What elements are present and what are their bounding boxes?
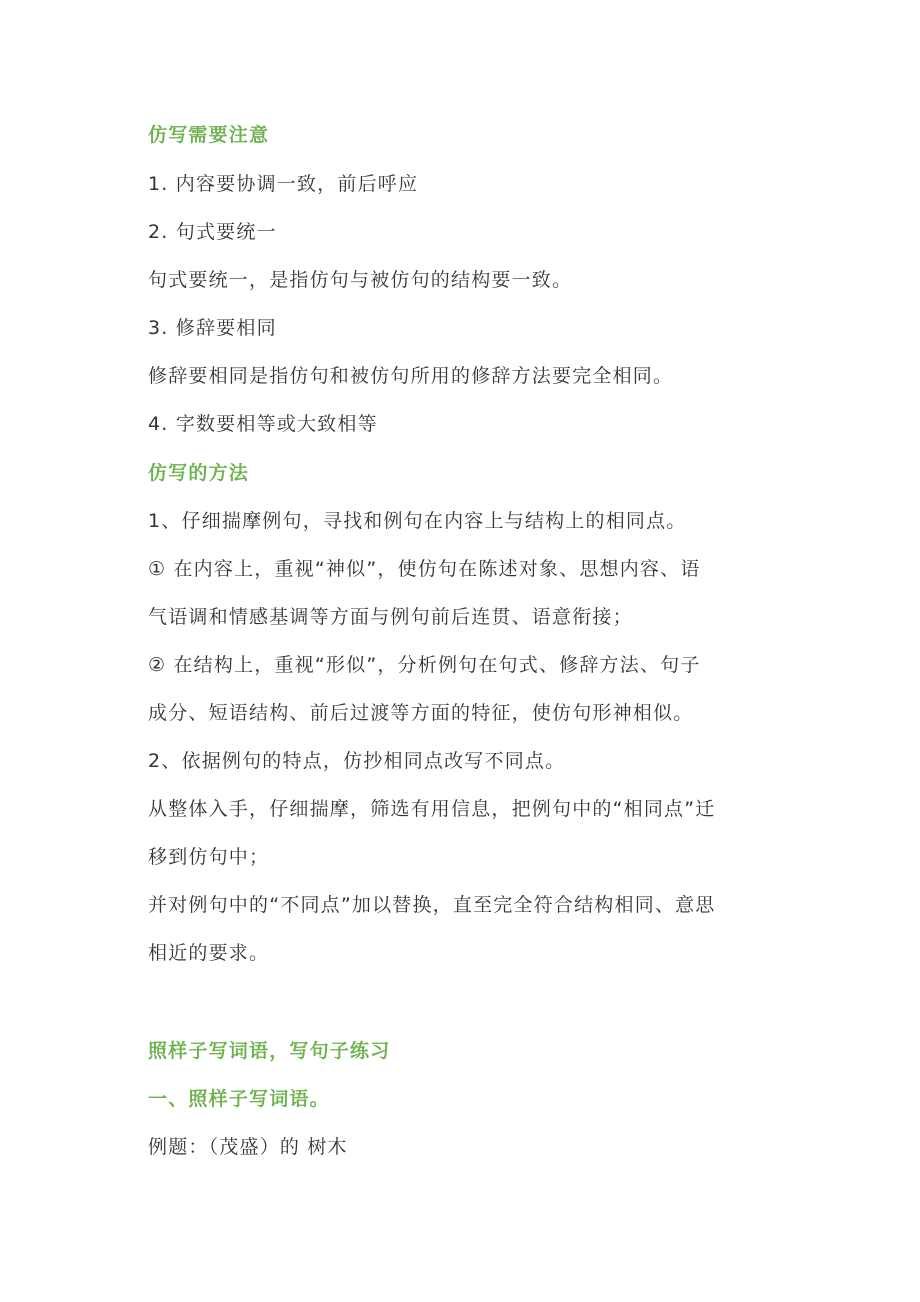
section-heading-notes: 仿写需要注意	[148, 124, 270, 146]
method-point-1-line-2: 气语调和情感基调等方面与例句前后连贯、语意衔接；	[148, 606, 633, 628]
method-step-1: 1、仔细揣摩例句，寻找和例句在内容上与结构上的相同点。	[148, 510, 687, 532]
method-paragraph-1-line-2: 移到仿句中；	[148, 846, 270, 868]
note-item-2-description: 句式要统一，是指仿句与被仿句的结构要一致。	[148, 269, 573, 291]
note-item-1: 1. 内容要协调一致，前后呼应	[148, 173, 419, 195]
method-point-2-line-2: 成分、短语结构、前后过渡等方面的特征，使仿句形神相似。	[148, 702, 694, 724]
note-item-2: 2. 句式要统一	[148, 221, 277, 243]
method-paragraph-1-line-1: 从整体入手，仔细揣摩，筛选有用信息，把例句中的“相同点”迁	[148, 798, 716, 820]
note-item-4: 4. 字数要相等或大致相等	[148, 413, 378, 435]
method-point-1-line-1: ① 在内容上，重视“神似”，使仿句在陈述对象、思想内容、语	[148, 558, 701, 580]
practice-subheading: 一、照样子写词语。	[148, 1088, 330, 1110]
method-paragraph-2-line-1: 并对例句中的“不同点”加以替换，直至完全符合结构相同、意思	[148, 894, 716, 916]
practice-example: 例题：（茂盛）的 树木	[148, 1136, 348, 1158]
section-heading-practice: 照样子写词语，写句子练习	[148, 1040, 391, 1062]
section-heading-methods: 仿写的方法	[148, 462, 250, 484]
method-point-2-line-1: ② 在结构上，重视“形似”，分析例句在句式、修辞方法、句子	[148, 654, 701, 676]
note-item-3: 3. 修辞要相同	[148, 317, 277, 339]
note-item-3-description: 修辞要相同是指仿句和被仿句所用的修辞方法要完全相同。	[148, 365, 674, 387]
method-paragraph-2-line-2: 相近的要求。	[148, 942, 270, 964]
method-step-2: 2、依据例句的特点，仿抄相同点改写不同点。	[148, 750, 566, 772]
